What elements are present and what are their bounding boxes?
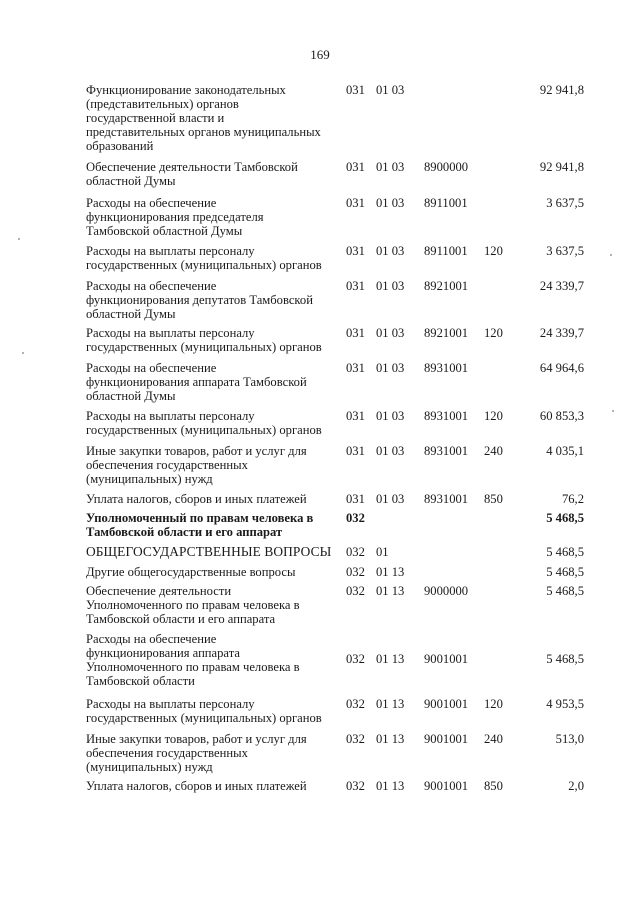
row-name <box>86 732 338 774</box>
amount: 5 468,5 <box>546 584 584 598</box>
row-name-line: государственных (муниципальных) органов <box>86 423 322 437</box>
amount: 24 339,7 <box>539 279 584 293</box>
gr-code: 031 <box>346 83 365 97</box>
row-name-line: (представительных) органов <box>86 97 239 111</box>
row-name-line: функционирования председателя <box>86 210 264 224</box>
amount: 92 941,8 <box>539 160 584 174</box>
amount: 24 339,7 <box>539 326 584 340</box>
gr-code: 032 <box>346 697 365 711</box>
row-name-line: образований <box>86 139 154 153</box>
amount: 5 468,5 <box>546 545 584 559</box>
expense-type-code: 850 <box>484 492 503 506</box>
target-article-code: 8931001 <box>424 492 469 506</box>
gr-code: 032 <box>346 511 365 525</box>
amount: 5 468,5 <box>546 511 584 525</box>
row-name-line: областной Думы <box>86 307 176 321</box>
row-name-line: Расходы на выплаты персоналу <box>86 244 255 258</box>
expense-type-code: 240 <box>484 444 503 458</box>
row-name-line: Тамбовской области и его аппарат <box>86 525 283 539</box>
gr-code: 032 <box>346 584 365 598</box>
gr-code: 031 <box>346 160 365 174</box>
amount: 3 637,5 <box>546 196 584 210</box>
target-article-code: 9000000 <box>424 584 469 598</box>
amount: 92 941,8 <box>539 83 584 97</box>
gr-code: 032 <box>346 565 365 579</box>
gr-code: 031 <box>346 196 365 210</box>
row-name <box>86 196 338 238</box>
gr-code: 031 <box>346 444 365 458</box>
amount: 2,0 <box>568 779 584 793</box>
row-name <box>86 361 338 403</box>
target-article-code: 8921001 <box>424 326 469 340</box>
amount: 5 468,5 <box>546 652 584 666</box>
row-name-line: государственных (муниципальных) органов <box>86 340 322 354</box>
expense-type-code: 240 <box>484 732 503 746</box>
amount: 4 035,1 <box>546 444 584 458</box>
target-article-code: 8900000 <box>424 160 469 174</box>
row-name-line: Иные закупки товаров, работ и услуг для <box>86 444 307 458</box>
section-code: 01 13 <box>376 565 405 579</box>
row-name <box>86 779 338 793</box>
row-name-line: Уплата налогов, сборов и иных платежей <box>86 492 307 506</box>
row-name <box>86 511 338 539</box>
row-name <box>86 565 338 579</box>
row-name <box>86 326 338 354</box>
row-name-line: (муниципальных) нужд <box>86 472 213 486</box>
amount: 3 637,5 <box>546 244 584 258</box>
target-article-code: 8931001 <box>424 444 469 458</box>
row-name-line: обеспечения государственных <box>86 458 248 472</box>
section-code: 01 13 <box>376 779 405 793</box>
target-article-code: 9001001 <box>424 779 469 793</box>
amount: 5 468,5 <box>546 565 584 579</box>
scan-speck <box>612 410 614 412</box>
row-name-line: областной Думы <box>86 174 176 188</box>
row-name-line: государственной власти и <box>86 111 225 125</box>
row-name-line: функционирования аппарата <box>86 646 240 660</box>
page-number: 169 <box>310 47 330 62</box>
row-name-line: Расходы на обеспечение <box>86 196 217 210</box>
row-name <box>86 409 338 437</box>
row-name <box>86 244 338 272</box>
scan-speck <box>610 254 612 256</box>
row-name <box>86 584 338 626</box>
row-name-line: Уполномоченного по правам человека в <box>86 660 300 674</box>
section-code: 01 13 <box>376 652 405 666</box>
gr-code: 031 <box>346 409 365 423</box>
target-article-code: 9001001 <box>424 652 469 666</box>
row-name-line: Уплата налогов, сборов и иных платежей <box>86 779 307 793</box>
expense-type-code: 120 <box>484 409 503 423</box>
row-name-line: Расходы на выплаты персоналу <box>86 697 255 711</box>
section-code: 01 03 <box>376 160 405 174</box>
row-name-line: Уполномоченный по правам человека в <box>86 511 314 525</box>
row-name-line: Обеспечение деятельности <box>86 584 232 598</box>
section-code: 01 03 <box>376 326 405 340</box>
gr-code: 032 <box>346 779 365 793</box>
section-code: 01 <box>376 545 389 559</box>
section-code: 01 03 <box>376 409 405 423</box>
row-name-line: государственных (муниципальных) органов <box>86 258 322 272</box>
scan-speck <box>18 238 20 240</box>
section-code: 01 03 <box>376 244 405 258</box>
row-name <box>86 697 338 725</box>
target-article-code: 8921001 <box>424 279 469 293</box>
section-code: 01 03 <box>376 83 405 97</box>
amount: 76,2 <box>561 492 584 506</box>
row-name-line: Обеспечение деятельности Тамбовской <box>86 160 298 174</box>
section-code: 01 03 <box>376 492 405 506</box>
row-name-line: государственных (муниципальных) органов <box>86 711 322 725</box>
section-code: 01 13 <box>376 732 405 746</box>
gr-code: 031 <box>346 244 365 258</box>
target-article-code: 8911001 <box>424 244 468 258</box>
row-name <box>86 492 338 506</box>
target-article-code: 8911001 <box>424 196 468 210</box>
row-name-line: Иные закупки товаров, работ и услуг для <box>86 732 307 746</box>
section-code: 01 03 <box>376 361 405 375</box>
row-name-line: обеспечения государственных <box>86 746 248 760</box>
expense-type-code: 120 <box>484 244 503 258</box>
row-name-line: Тамбовской области <box>86 674 195 688</box>
target-article-code: 9001001 <box>424 732 469 746</box>
row-name-line: Тамбовской областной Думы <box>86 224 243 238</box>
row-name <box>86 444 338 486</box>
section-code: 01 13 <box>376 697 405 711</box>
expense-type-code: 850 <box>484 779 503 793</box>
gr-code: 031 <box>346 361 365 375</box>
scan-speck <box>22 352 24 354</box>
section-code: 01 03 <box>376 444 405 458</box>
row-name-line: Другие общегосударственные вопросы <box>86 565 296 579</box>
row-name-line: ОБЩЕГОСУДАРСТВЕННЫЕ ВОПРОСЫ <box>86 544 332 559</box>
row-name-line: Расходы на выплаты персоналу <box>86 409 255 423</box>
row-name-line: Расходы на выплаты персоналу <box>86 326 255 340</box>
section-code: 01 03 <box>376 279 405 293</box>
target-article-code: 8931001 <box>424 409 469 423</box>
section-code: 01 03 <box>376 196 405 210</box>
gr-code: 032 <box>346 652 365 666</box>
gr-code: 031 <box>346 492 365 506</box>
gr-code: 031 <box>346 326 365 340</box>
row-name-line: Расходы на обеспечение <box>86 632 217 646</box>
row-name <box>86 83 338 153</box>
row-name-line: Уполномоченного по правам человека в <box>86 598 300 612</box>
row-name-line: Расходы на обеспечение <box>86 279 217 293</box>
gr-code: 031 <box>346 279 365 293</box>
row-name <box>86 545 338 559</box>
row-name-line: (муниципальных) нужд <box>86 760 213 774</box>
row-name <box>86 160 338 188</box>
row-name-line: функционирования аппарата Тамбовской <box>86 375 307 389</box>
row-name-line: областной Думы <box>86 389 176 403</box>
row-name <box>86 632 338 688</box>
row-name-line: функционирования депутатов Тамбовской <box>86 293 313 307</box>
amount: 4 953,5 <box>546 697 584 711</box>
row-name-line: Расходы на обеспечение <box>86 361 217 375</box>
gr-code: 032 <box>346 732 365 746</box>
row-name-line: представительных органов муниципальных <box>86 125 321 139</box>
row-name-line: Тамбовской области и его аппарата <box>86 612 276 626</box>
amount: 60 853,3 <box>539 409 584 423</box>
row-name-line: Функционирование законодательных <box>86 83 286 97</box>
section-code: 01 13 <box>376 584 405 598</box>
target-article-code: 9001001 <box>424 697 469 711</box>
target-article-code: 8931001 <box>424 361 469 375</box>
row-name <box>86 279 338 321</box>
expense-type-code: 120 <box>484 697 503 711</box>
gr-code: 032 <box>346 545 365 559</box>
expense-type-code: 120 <box>484 326 503 340</box>
amount: 513,0 <box>555 732 584 746</box>
amount: 64 964,6 <box>539 361 584 375</box>
